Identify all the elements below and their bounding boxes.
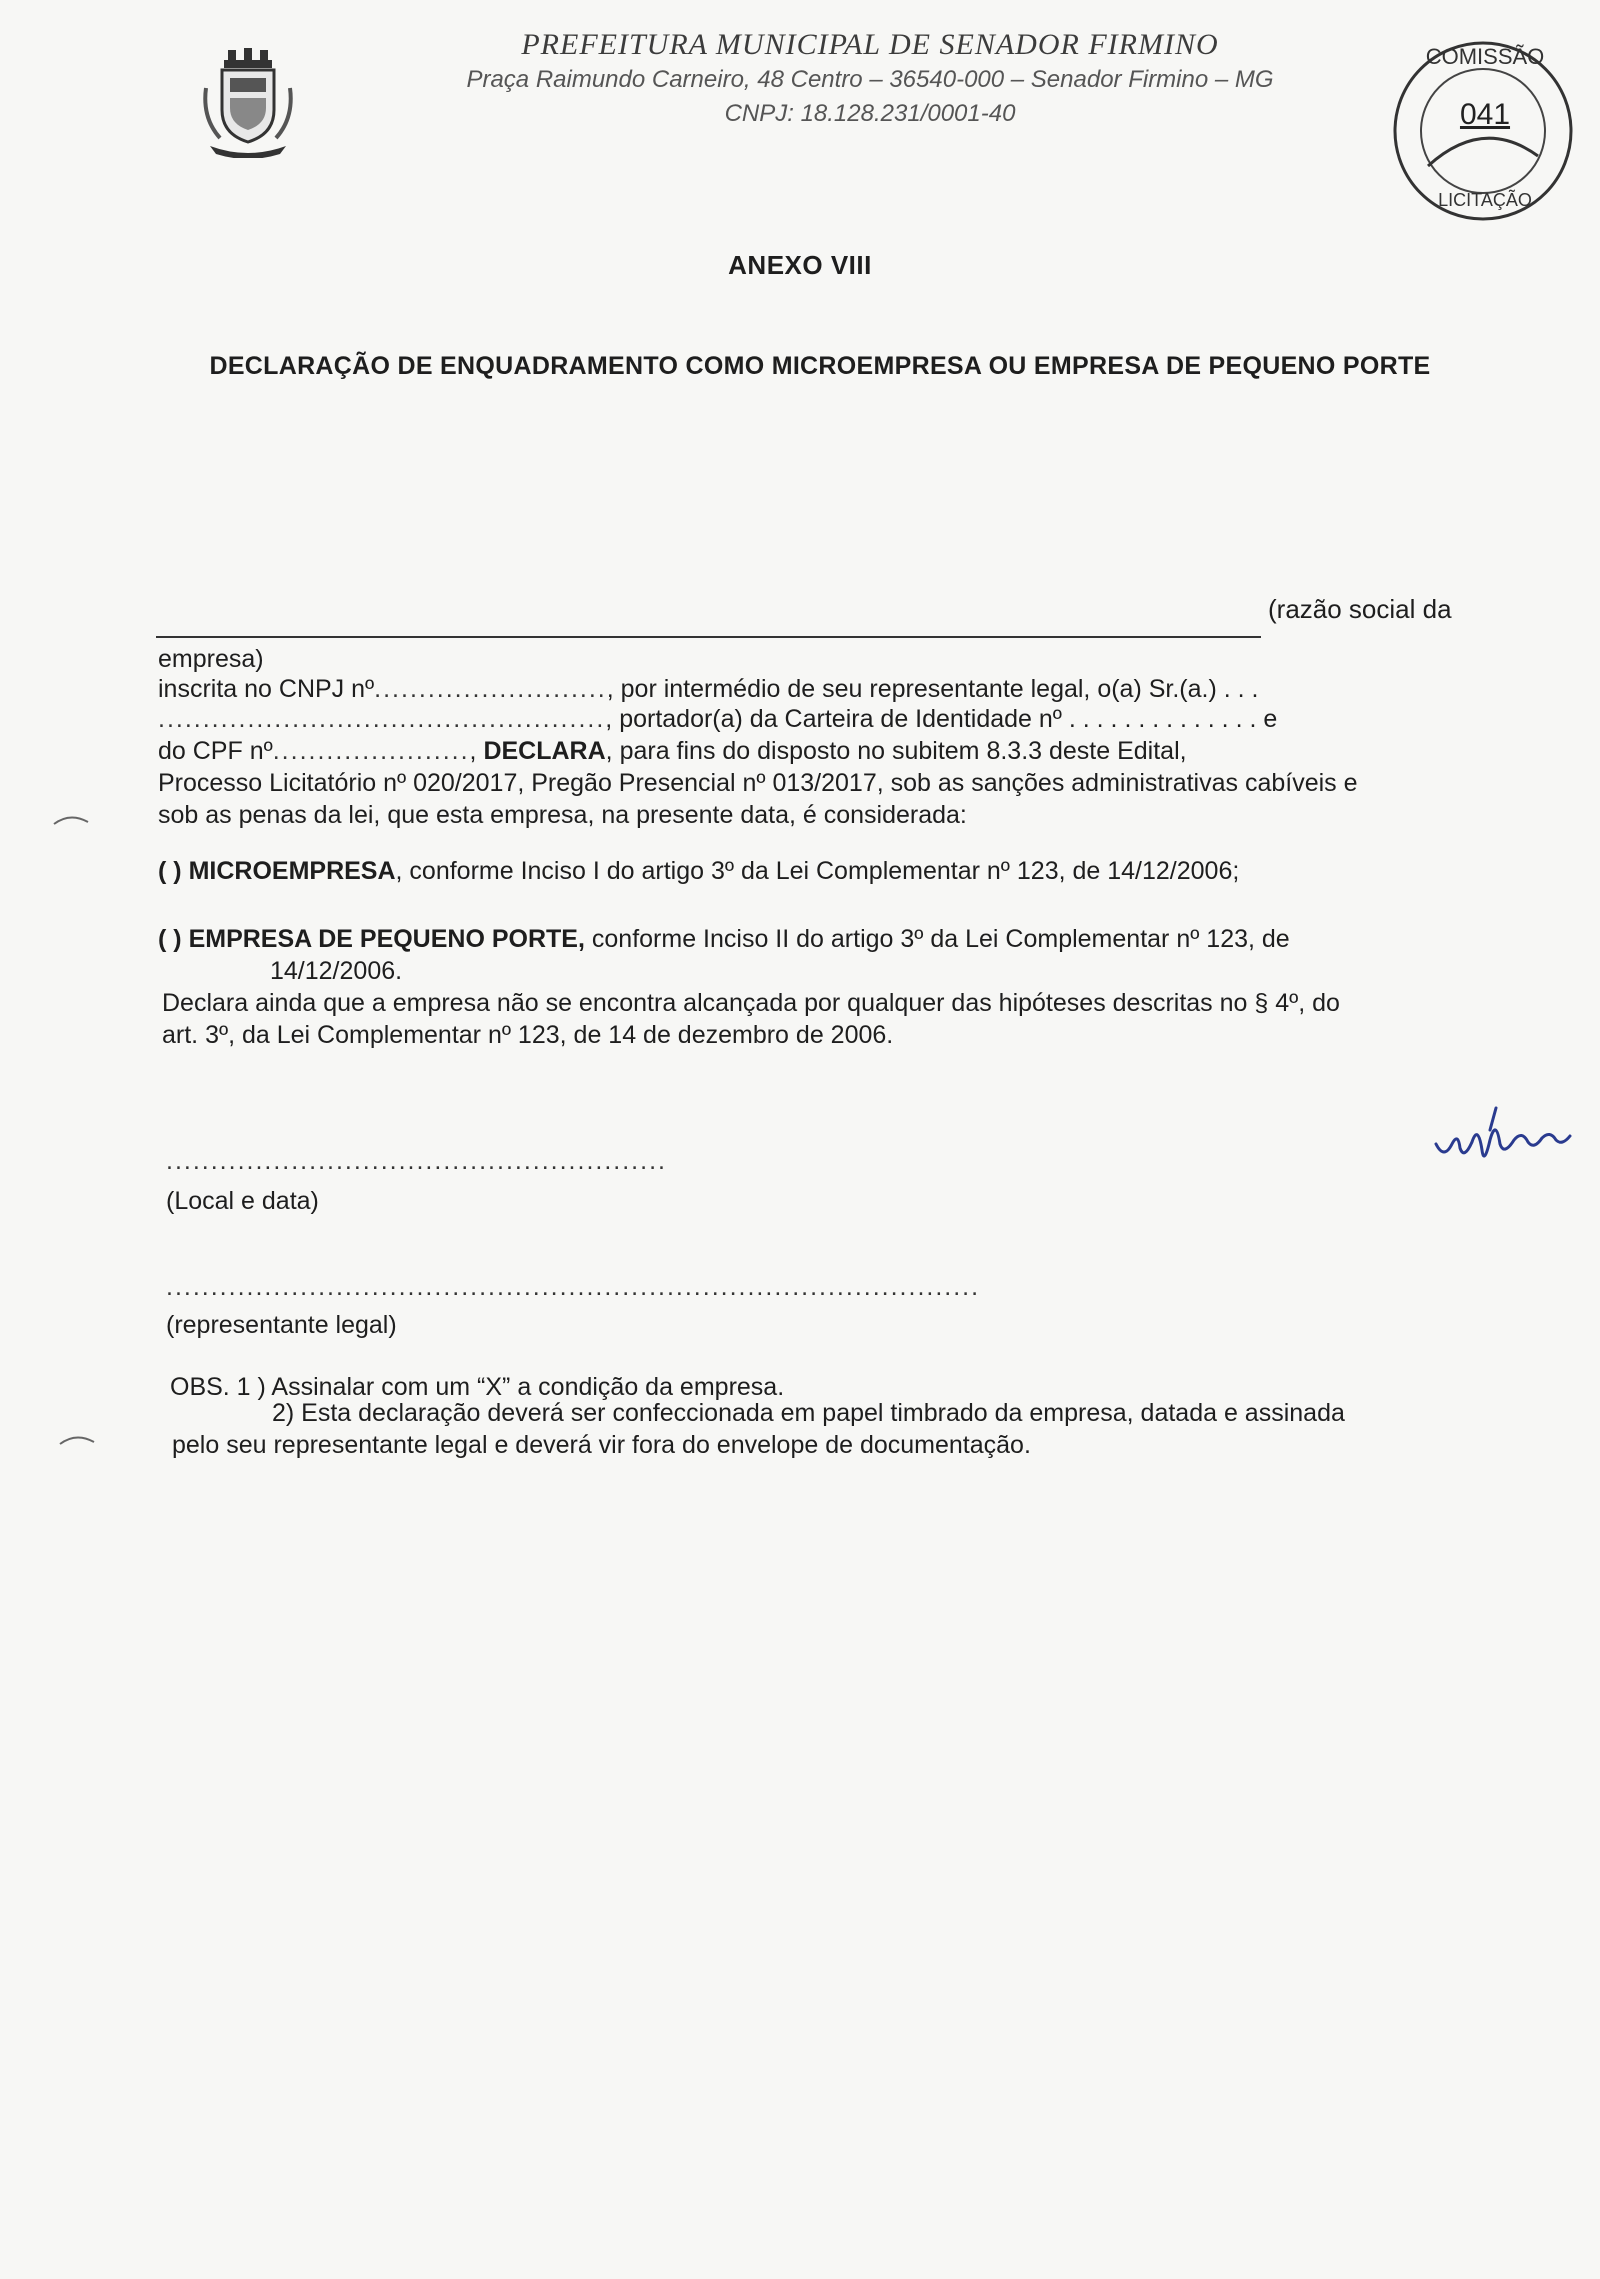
obs-line-2: 2) Esta declaração deverá ser confeccionada em papel timbrado da empresa, datada e assinada xyxy=(272,1399,1345,1427)
local-data-label: (Local e data) xyxy=(166,1187,319,1215)
obs-line-1: OBS. 1 ) Assinalar com um “X” a condição da empresa. xyxy=(170,1373,785,1401)
annex-title: ANEXO VIII xyxy=(728,250,872,280)
header-org-name: PREFEITURA MUNICIPAL DE SENADOR FIRMINO xyxy=(521,28,1219,61)
header-cnpj: CNPJ: 18.128.231/0001-40 xyxy=(724,100,1016,127)
obs-line-3: pelo seu representante legal e deverá vir fora do envelope de documentação. xyxy=(172,1431,1031,1459)
representante-label: (representante legal) xyxy=(166,1311,397,1339)
stamp-top-text: COMISSÃO xyxy=(1425,44,1545,69)
cnpj-line: inscrita no CNPJ nº.........................., por intermédio de seu representante legal, o(a) Sr.(a.) . . . xyxy=(158,675,1259,703)
declara-ainda-line-2: art. 3º, da Lei Complementar nº 123, de 14 de dezembro de 2006. xyxy=(162,1021,894,1049)
option-microempresa: ( ) MICROEMPRESA, conforme Inciso I do artigo 3º da Lei Complementar nº 123, de 14/12/2006; xyxy=(158,857,1240,885)
stamp-number: 041 xyxy=(1459,98,1511,131)
representante-dotted-line: ........................................................................................... xyxy=(166,1273,981,1301)
option-epp: ( ) EMPRESA DE PEQUENO PORTE, conforme Inciso II do artigo 3º da Lei Complementar nº 123, de xyxy=(158,925,1290,953)
cpf-line: do CPF nº......................, DECLARA, para fins do disposto no subitem 8.3.3 deste Edital, xyxy=(158,737,1187,765)
identity-line: .................................................., portador(a) da Carteira de Identidade nº . . . . . . . . . . . . . . e xyxy=(158,705,1278,733)
stamp-bottom-text: LICITAÇÃO xyxy=(1438,190,1532,210)
epp-checkbox: ( ) xyxy=(158,925,182,953)
empresa-label: empresa) xyxy=(158,645,264,673)
declara-ainda-line-1: Declara ainda que a empresa não se encontra alcançada por qualquer das hipóteses descritas no § 4º, do xyxy=(162,989,1340,1017)
scan-mark-icon xyxy=(58,1430,98,1450)
header-address: Praça Raimundo Carneiro, 48 Centro – 36540-000 – Senador Firmino – MG xyxy=(466,66,1274,93)
local-data-dotted-line: ........................................................ xyxy=(166,1147,667,1175)
handwritten-signature xyxy=(1430,1100,1590,1170)
razao-social-label: (razão social da xyxy=(1268,594,1452,624)
penas-line: sob as penas da lei, que esta empresa, na presente data, é considerada: xyxy=(158,801,967,829)
option-epp-date: 14/12/2006. xyxy=(270,957,403,985)
scan-mark-icon xyxy=(52,810,92,830)
razao-social-line xyxy=(156,636,1261,638)
microempresa-checkbox: ( ) xyxy=(158,857,182,885)
municipal-crest-icon xyxy=(200,48,296,158)
processo-line: Processo Licitatório nº 020/2017, Pregão Presencial nº 013/2017, sob as sanções administrativas cabíveis e xyxy=(158,769,1358,797)
document-title: DECLARAÇÃO DE ENQUADRAMENTO COMO MICROEMPRESA OU EMPRESA DE PEQUENO PORTE xyxy=(209,352,1431,380)
